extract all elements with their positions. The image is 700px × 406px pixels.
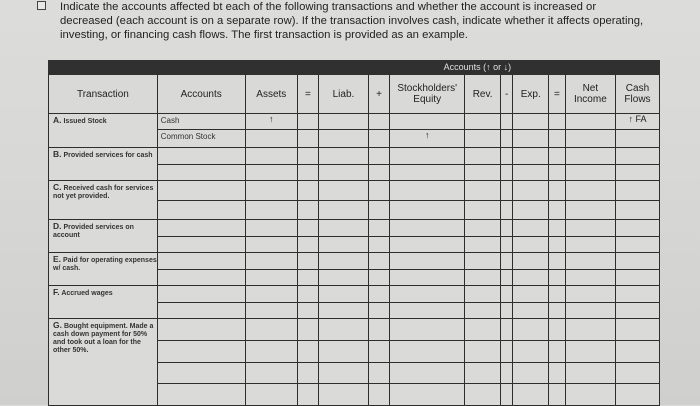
cell (500, 362, 513, 384)
cell (297, 253, 318, 270)
cell (549, 253, 566, 270)
liab-cell[interactable] (318, 269, 368, 286)
se-cell[interactable] (390, 384, 465, 406)
assets-cell[interactable] (245, 384, 297, 406)
cell (297, 362, 318, 384)
liab-cell[interactable] (318, 200, 368, 220)
ni-cell[interactable] (565, 362, 615, 384)
checkbox[interactable] (37, 1, 46, 10)
cell (549, 220, 566, 237)
exp-cell[interactable] (513, 384, 549, 406)
exp-cell[interactable] (513, 200, 549, 220)
account-cell[interactable] (157, 269, 245, 286)
liab-cell[interactable] (318, 164, 368, 181)
row-text: Accrued wages (61, 290, 113, 297)
cash-flow-cell[interactable] (615, 340, 659, 362)
header-cash-flows (615, 75, 659, 114)
cell (369, 384, 390, 406)
rev-cell[interactable] (465, 319, 501, 341)
rev-cell[interactable] (465, 130, 501, 148)
header-equals-2: = (549, 75, 566, 114)
cell (297, 181, 318, 201)
instruction-line-1: Indicate the accounts affected bt each of the following transactions and whether the account is increased or (60, 1, 597, 13)
cash-flow-cell[interactable] (615, 384, 659, 406)
account-cell[interactable]: Cash (157, 114, 245, 130)
cell (297, 319, 318, 341)
ni-cell[interactable] (565, 130, 615, 148)
cell (297, 220, 318, 237)
assets-cell[interactable] (245, 319, 297, 341)
cell (500, 200, 513, 220)
cell (297, 200, 318, 220)
ni-cell[interactable] (565, 269, 615, 286)
cell (297, 340, 318, 362)
cell (297, 148, 318, 165)
cell (369, 181, 390, 201)
liab-cell[interactable] (318, 253, 368, 270)
assets-cell[interactable] (245, 220, 297, 237)
exp-cell[interactable] (513, 181, 549, 201)
assets-cell[interactable] (245, 302, 297, 319)
cash-flow-cell[interactable] (615, 220, 659, 237)
se-cell[interactable] (390, 302, 465, 319)
cell (500, 340, 513, 362)
accounts-table (48, 60, 660, 406)
exp-cell[interactable] (513, 362, 549, 384)
cell (369, 148, 390, 165)
exp-cell[interactable] (513, 302, 549, 319)
ni-cell[interactable] (565, 181, 615, 201)
cell (369, 302, 390, 319)
ni-cell[interactable] (565, 200, 615, 220)
row-letter: G. (53, 320, 62, 330)
header-assets: Assets (245, 75, 297, 114)
cell (369, 130, 390, 148)
ni-cell[interactable] (565, 319, 615, 341)
cell (500, 286, 513, 303)
exp-cell[interactable] (513, 253, 549, 270)
assets-cell[interactable] (245, 181, 297, 201)
worksheet (48, 60, 660, 400)
header-cf-line2: Flows (624, 94, 651, 105)
rev-cell[interactable] (465, 114, 501, 130)
row-letter: A. (53, 115, 62, 125)
exp-cell[interactable] (513, 340, 549, 362)
se-cell[interactable] (390, 286, 465, 303)
assets-cell[interactable] (245, 253, 297, 270)
cell (297, 114, 318, 130)
assets-cell[interactable]: ↑ (245, 114, 297, 130)
exp-cell[interactable] (513, 220, 549, 237)
liab-cell[interactable] (318, 181, 368, 201)
rev-cell[interactable] (465, 302, 501, 319)
account-cell[interactable] (157, 236, 245, 253)
header-plus: + (369, 75, 390, 114)
cell (297, 236, 318, 253)
instruction-line-3: investing, or financing cash flows. The first transaction is provided as an example. (60, 29, 468, 41)
cell (549, 114, 566, 130)
account-cell[interactable] (157, 362, 245, 384)
cash-flow-cell[interactable] (615, 164, 659, 181)
cell (369, 319, 390, 341)
cell (500, 164, 513, 181)
cash-flow-cell[interactable] (615, 362, 659, 384)
cell (500, 253, 513, 270)
account-cell[interactable] (157, 181, 245, 201)
cell (500, 114, 513, 130)
transaction-g (49, 319, 158, 406)
account-cell[interactable] (157, 384, 245, 406)
cell (549, 340, 566, 362)
liab-cell[interactable] (318, 384, 368, 406)
account-cell[interactable] (157, 340, 245, 362)
se-cell[interactable] (390, 319, 465, 341)
ni-cell[interactable] (565, 236, 615, 253)
rev-cell[interactable] (465, 200, 501, 220)
cell (369, 286, 390, 303)
rev-cell[interactable] (465, 148, 501, 165)
assets-cell[interactable] (245, 130, 297, 148)
account-cell[interactable] (157, 220, 245, 237)
account-cell[interactable] (157, 253, 245, 270)
exp-cell[interactable] (513, 114, 549, 130)
cell (500, 302, 513, 319)
liab-cell[interactable] (318, 302, 368, 319)
se-cell[interactable] (390, 269, 465, 286)
cell (500, 181, 513, 201)
transaction-d (49, 220, 158, 253)
header-ni-line2: Income (573, 94, 607, 105)
cash-flow-cell[interactable] (615, 148, 659, 165)
header-cf-line1: Cash (625, 83, 650, 94)
se-cell[interactable]: ↑ (390, 130, 465, 148)
account-cell[interactable] (157, 148, 245, 165)
account-cell[interactable] (157, 286, 245, 303)
liab-cell[interactable] (318, 319, 368, 341)
cell (549, 286, 566, 303)
liab-cell[interactable] (318, 114, 368, 130)
account-cell[interactable] (157, 319, 245, 341)
assets-cell[interactable] (245, 236, 297, 253)
exp-cell[interactable] (513, 236, 549, 253)
header-transaction: Transaction (49, 75, 158, 114)
exp-cell[interactable] (513, 269, 549, 286)
cell (297, 269, 318, 286)
header-stockholders-equity (390, 75, 465, 114)
rev-cell[interactable] (465, 362, 501, 384)
row-text: Provided services for cash (63, 152, 153, 159)
rev-cell[interactable] (465, 384, 501, 406)
liab-cell[interactable] (318, 130, 368, 148)
ni-cell[interactable] (565, 384, 615, 406)
header-equals: = (297, 75, 318, 114)
assets-cell[interactable] (245, 148, 297, 165)
ni-cell[interactable] (565, 148, 615, 165)
cell (500, 269, 513, 286)
exp-cell[interactable] (513, 164, 549, 181)
exp-cell[interactable] (513, 286, 549, 303)
cell (549, 164, 566, 181)
assets-cell[interactable] (245, 362, 297, 384)
row-text: Received cash for services not yet provided. (53, 185, 154, 200)
se-cell[interactable] (390, 164, 465, 181)
cell (500, 220, 513, 237)
cell (549, 181, 566, 201)
cell (500, 130, 513, 148)
cell (369, 114, 390, 130)
ni-cell[interactable] (565, 286, 615, 303)
transaction-a (49, 114, 158, 148)
assets-cell[interactable] (245, 269, 297, 286)
se-cell[interactable] (390, 181, 465, 201)
cell (369, 200, 390, 220)
ni-cell[interactable] (565, 114, 615, 130)
rev-cell[interactable] (465, 286, 501, 303)
account-cell[interactable] (157, 200, 245, 220)
cell (369, 340, 390, 362)
exp-cell[interactable] (513, 130, 549, 148)
se-cell[interactable] (390, 340, 465, 362)
cell (369, 220, 390, 237)
rev-cell[interactable] (465, 181, 501, 201)
header-ni-line1: Net (582, 83, 599, 94)
cell (500, 319, 513, 341)
se-cell[interactable] (390, 220, 465, 237)
assets-cell[interactable] (245, 164, 297, 181)
row-text: Bought equipment. Made a cash down payment for 50% and took out a loan for the other 50%. (53, 323, 154, 354)
header-accounts: Accounts (157, 75, 245, 114)
ni-cell[interactable] (565, 302, 615, 319)
exp-cell[interactable] (513, 319, 549, 341)
rev-cell[interactable] (465, 164, 501, 181)
cell (297, 164, 318, 181)
row-letter: D. (53, 221, 62, 231)
se-cell[interactable] (390, 114, 465, 130)
account-cell[interactable]: Common Stock (157, 130, 245, 148)
cell (549, 302, 566, 319)
row-text: Issued Stock (63, 118, 107, 125)
cash-flow-cell[interactable] (615, 269, 659, 286)
cash-flow-cell[interactable] (615, 253, 659, 270)
header-liabilities: Liab. (318, 75, 368, 114)
cell (500, 236, 513, 253)
header-se-line1: Stockholders' (397, 83, 458, 94)
cash-flow-cell[interactable] (615, 130, 659, 148)
assets-cell[interactable] (245, 286, 297, 303)
cash-flow-cell[interactable] (615, 200, 659, 220)
liab-cell[interactable] (318, 362, 368, 384)
cell (500, 148, 513, 165)
cash-flow-cell[interactable] (615, 302, 659, 319)
cell (549, 200, 566, 220)
ni-cell[interactable] (565, 220, 615, 237)
transaction-f (49, 286, 158, 319)
cell (549, 236, 566, 253)
rev-cell[interactable] (465, 220, 501, 237)
ni-cell[interactable] (565, 340, 615, 362)
cell (549, 319, 566, 341)
accounts-banner: Accounts (↑ or ↓) (390, 61, 566, 75)
cell (297, 130, 318, 148)
row-letter: F. (53, 287, 60, 297)
row-text: Paid for operating expenses w/ cash. (53, 257, 157, 272)
cell (549, 269, 566, 286)
cell (297, 384, 318, 406)
cell (369, 269, 390, 286)
se-cell[interactable] (390, 253, 465, 270)
cell (549, 148, 566, 165)
instruction-line-2: decreased (each account is on a separate row). If the transaction involves cash, indicate whether it affects operating, (60, 15, 644, 27)
liab-cell[interactable] (318, 286, 368, 303)
se-cell[interactable] (390, 362, 465, 384)
instructions (60, 0, 670, 42)
cell (369, 236, 390, 253)
se-cell[interactable] (390, 148, 465, 165)
ni-cell[interactable] (565, 253, 615, 270)
exp-cell[interactable] (513, 148, 549, 165)
cell (297, 302, 318, 319)
cell (500, 384, 513, 406)
cell (549, 384, 566, 406)
cell (369, 253, 390, 270)
liab-cell[interactable] (318, 236, 368, 253)
row-text: Provided services on account (53, 224, 134, 239)
row-letter: C. (53, 182, 62, 192)
header-revenue: Rev. (465, 75, 501, 114)
cell (369, 164, 390, 181)
row-letter: E. (53, 254, 62, 264)
cell (549, 130, 566, 148)
cash-flow-cell[interactable] (615, 319, 659, 341)
header-se-line2: Equity (413, 94, 442, 105)
cash-flow-cell[interactable] (615, 286, 659, 303)
transaction-c (49, 181, 158, 220)
account-cell[interactable] (157, 302, 245, 319)
cash-flow-cell[interactable] (615, 181, 659, 201)
rev-cell[interactable] (465, 340, 501, 362)
row-letter: B. (53, 149, 62, 159)
cell (369, 362, 390, 384)
assets-cell[interactable] (245, 340, 297, 362)
assets-cell[interactable] (245, 200, 297, 220)
transaction-e (49, 253, 158, 286)
rev-cell[interactable] (465, 269, 501, 286)
header-net-income (565, 75, 615, 114)
rev-cell[interactable] (465, 253, 501, 270)
liab-cell[interactable] (318, 148, 368, 165)
ni-cell[interactable] (565, 164, 615, 181)
rev-cell[interactable] (465, 236, 501, 253)
cash-flow-cell[interactable]: ↑ FA (615, 114, 659, 130)
liab-cell[interactable] (318, 220, 368, 237)
cell (297, 286, 318, 303)
se-cell[interactable] (390, 200, 465, 220)
cell (549, 362, 566, 384)
liab-cell[interactable] (318, 340, 368, 362)
header-expenses: Exp. (513, 75, 549, 114)
se-cell[interactable] (390, 236, 465, 253)
header-minus: - (500, 75, 513, 114)
cash-flow-cell[interactable] (615, 236, 659, 253)
transaction-b (49, 148, 158, 181)
account-cell[interactable] (157, 164, 245, 181)
